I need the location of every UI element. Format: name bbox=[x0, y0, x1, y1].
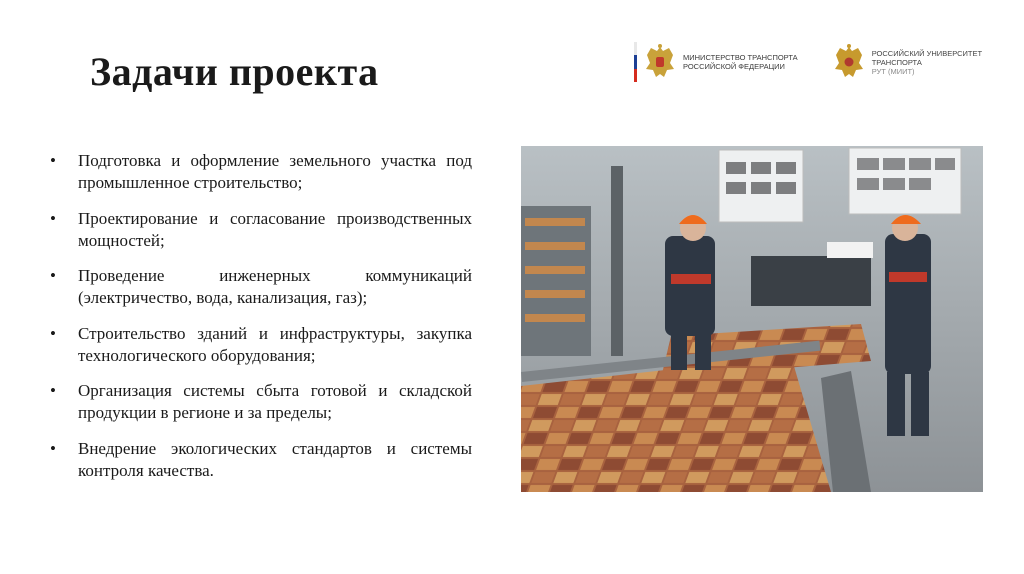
list-item: • Строительство зданий и инфраструктуры, закупка технологического оборудования; bbox=[50, 323, 472, 365]
ministry-logo-text: МИНИСТЕРСТВО ТРАНСПОРТА РОССИЙСКОЙ ФЕДЕРАЦИИ bbox=[683, 53, 798, 71]
list-item: • Проведение инженерных коммуникаций (электричество, вода, канализация, газ); bbox=[50, 266, 472, 307]
russian-flag-stripe bbox=[634, 42, 637, 82]
bullet: • bbox=[50, 151, 56, 170]
bullet: • bbox=[50, 208, 56, 228]
page-title: Задачи проекта bbox=[90, 49, 379, 94]
university-emblem-icon bbox=[832, 43, 866, 81]
bullet: • bbox=[50, 438, 56, 458]
university-logo-text: РОССИЙСКИЙ УНИВЕРСИТЕТ ТРАНСПОРТА РУТ (МИИТ) bbox=[871, 48, 983, 76]
list-item: • Подготовка и оформление земельного участка под промышленное строительство; bbox=[50, 151, 472, 192]
task-list bbox=[50, 150, 472, 495]
list-item: • Проектирование и согласование производственных мощностей; bbox=[50, 208, 472, 250]
university-logo bbox=[832, 43, 982, 81]
factory-production-photo bbox=[521, 146, 983, 492]
bullet: • bbox=[50, 381, 56, 400]
header-logos bbox=[634, 40, 982, 84]
bullet: • bbox=[50, 266, 56, 285]
bullet: • bbox=[50, 323, 56, 343]
list-item: • Организация системы сбыта готовой и складской продукции в регионе и за пределы; bbox=[50, 381, 472, 422]
double-headed-eagle-emblem-icon bbox=[643, 43, 677, 81]
list-item: • Внедрение экологических стандартов и системы контроля качества. bbox=[50, 438, 472, 480]
